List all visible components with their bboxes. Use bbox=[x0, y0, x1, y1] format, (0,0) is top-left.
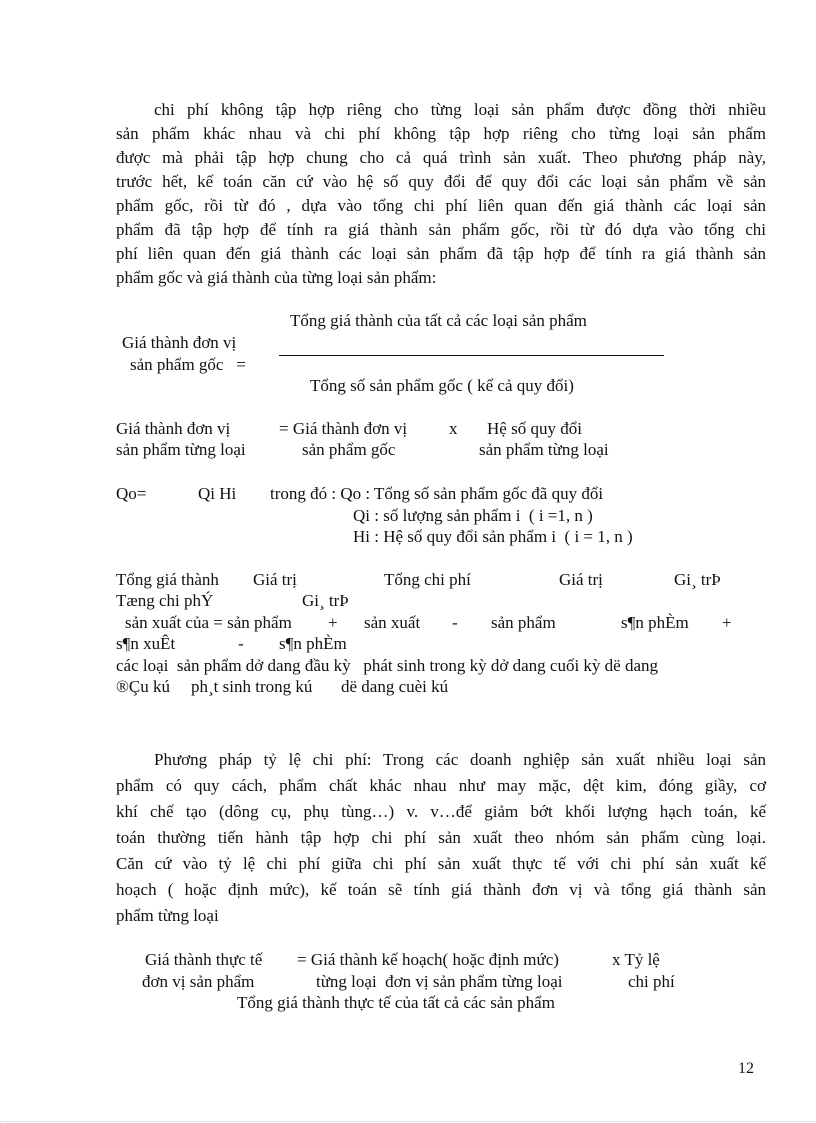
formula4-r3-f: s¶n phÈm bbox=[621, 613, 689, 632]
text-line: hoạch ( hoặc định mức), kế toán sẽ tính giá thành đơn vị và tổng giá thành sản bbox=[116, 880, 766, 899]
formula4-r4-b: - bbox=[238, 634, 244, 653]
formula3-qihi: Qi Hi bbox=[198, 484, 237, 503]
formula4-r1-c: Tổng chi phí bbox=[384, 570, 471, 589]
text-line: được mà phải tập hợp chung cho cả quá trình sản xuất. Theo phương pháp này, bbox=[116, 148, 766, 167]
text-line: toán thường tiến hành tập hợp chi phí sản xuất theo nhóm sản phẩm cùng loại. bbox=[116, 828, 766, 847]
formula4-r1-e: Gi¸ trÞ bbox=[674, 570, 721, 589]
text-line: khí chế tạo (dông cụ, phụ tùng…) v. v…để giảm bớt khối lượng hạch toán, kế bbox=[116, 802, 766, 821]
formula4-r3-d: - bbox=[452, 613, 458, 632]
formula2-row2-c: sản phẩm từng loại bbox=[479, 440, 609, 459]
formula5-r2-c: chi phí bbox=[628, 972, 675, 991]
formula4-r2-a: Tæng chi phÝ bbox=[116, 591, 214, 610]
text-line: phẩm đã tập hợp để tính ra giá thành sản phẩm gốc, rồi từ đó dựa vào tổng chi bbox=[116, 220, 766, 239]
formula3-where: trong đó : Qo : Tổng số sản phẩm gốc đã quy đổi bbox=[270, 484, 604, 503]
formula-left-label-2: sản phẩm gốc = bbox=[130, 355, 246, 374]
text-line: sản phẩm khác nhau và chi phí không tập hợp riêng cho từng loại sản phẩm bbox=[116, 124, 766, 143]
formula-denominator: Tổng số sản phẩm gốc ( kể cả quy đổi) bbox=[310, 376, 574, 395]
formula4-r5: các loại sản phẩm dở dang đầu kỳ phát sinh trong kỳ dở dang cuối kỳ dë dang bbox=[116, 656, 659, 675]
formula4-r1-b: Giá trị bbox=[253, 570, 297, 589]
text-line: trước hết, kế toán căn cứ vào hệ số quy đổi để quy đổi các loại sản phẩm về sản bbox=[116, 172, 766, 191]
formula2-row1-b: = Giá thành đơn vị bbox=[279, 419, 408, 438]
formula5-r3: Tổng giá thành thực tế của tất cả các sản phẩm bbox=[237, 993, 555, 1012]
formula5-r1-b: = Giá thành kế hoạch( hoặc định mức) bbox=[297, 950, 559, 969]
formula4-r3-e: sản phẩm bbox=[491, 613, 556, 632]
formula4-r6-b: ph¸t sinh trong kú bbox=[191, 677, 313, 696]
page-bottom-divider bbox=[0, 1121, 816, 1122]
formula4-r3-a: sản xuất của = sản phẩm bbox=[125, 613, 292, 632]
formula4-r4-a: s¶n xuÊt bbox=[116, 634, 176, 653]
text-line: phẩm gốc, rồi từ đó , dựa vào tổng chi phí liên quan đến giá thành các loại sản bbox=[116, 196, 766, 215]
formula2-row2-a: sản phẩm từng loại bbox=[116, 440, 246, 459]
formula4-r6-a: ®Çu kú bbox=[116, 677, 171, 696]
formula2-row1-c: x bbox=[449, 419, 458, 438]
text-line: phẩm từng loại bbox=[116, 906, 219, 925]
text-line: phẩm gốc và giá thành của từng loại sản phẩm: bbox=[116, 268, 437, 287]
text-line: Căn cứ vào tỷ lệ chi phí giữa chi phí sản xuất thực tế với chi phí sản xuất kế bbox=[116, 854, 766, 873]
text-line: phẩm có quy cách, phẩm chất khác nhau như may mặc, dệt kim, đóng giầy, cơ bbox=[116, 776, 766, 795]
formula3-qi-def: Qi : số lượng sản phẩm i ( i =1, n ) bbox=[353, 506, 593, 525]
formula3-qo: Qo= bbox=[116, 484, 147, 503]
text-line: chi phí không tập hợp riêng cho từng loại sản phẩm được đồng thời nhiều bbox=[154, 100, 766, 119]
formula4-r3-g: + bbox=[722, 613, 732, 632]
fraction-bar bbox=[279, 355, 664, 356]
formula4-r3-c: sản xuất bbox=[364, 613, 421, 632]
formula4-r2-b: Gi¸ trÞ bbox=[302, 591, 349, 610]
formula4-r1-a: Tổng giá thành bbox=[116, 570, 219, 589]
formula3-hi-def: Hi : Hệ số quy đổi sản phẩm i ( i = 1, n ) bbox=[353, 527, 633, 546]
text-line: Phương pháp tỷ lệ chi phí: Trong các doanh nghiệp sản xuất nhiều loại sản bbox=[154, 750, 766, 769]
formula2-row1-a: Giá thành đơn vị bbox=[116, 419, 231, 438]
formula5-r2-a: đơn vị sản phẩm bbox=[142, 972, 255, 991]
formula5-r1-c: x Tỷ lệ bbox=[612, 950, 660, 969]
formula5-r1-a: Giá thành thực tế bbox=[145, 950, 263, 969]
formula4-r6-c: dë dang cuèi kú bbox=[341, 677, 449, 696]
text-line: phí liên quan đến giá thành các loại sản phẩm đã tập hợp để tính ra giá thành sản bbox=[116, 244, 766, 263]
formula2-row1-d: Hệ số quy đổi bbox=[487, 419, 582, 438]
formula5-r2-b: từng loại đơn vị sản phẩm từng loại bbox=[316, 972, 563, 991]
formula4-r4-c: s¶n phÈm bbox=[279, 634, 347, 653]
formula-left-label-1: Giá thành đơn vị bbox=[122, 333, 237, 352]
formula2-row2-b: sản phẩm gốc bbox=[302, 440, 396, 459]
formula4-r3-b: + bbox=[328, 613, 338, 632]
page-number: 12 bbox=[738, 1060, 754, 1077]
formula-numerator: Tổng giá thành của tất cả các loại sản phẩm bbox=[290, 311, 587, 330]
formula4-r1-d: Giá trị bbox=[559, 570, 603, 589]
